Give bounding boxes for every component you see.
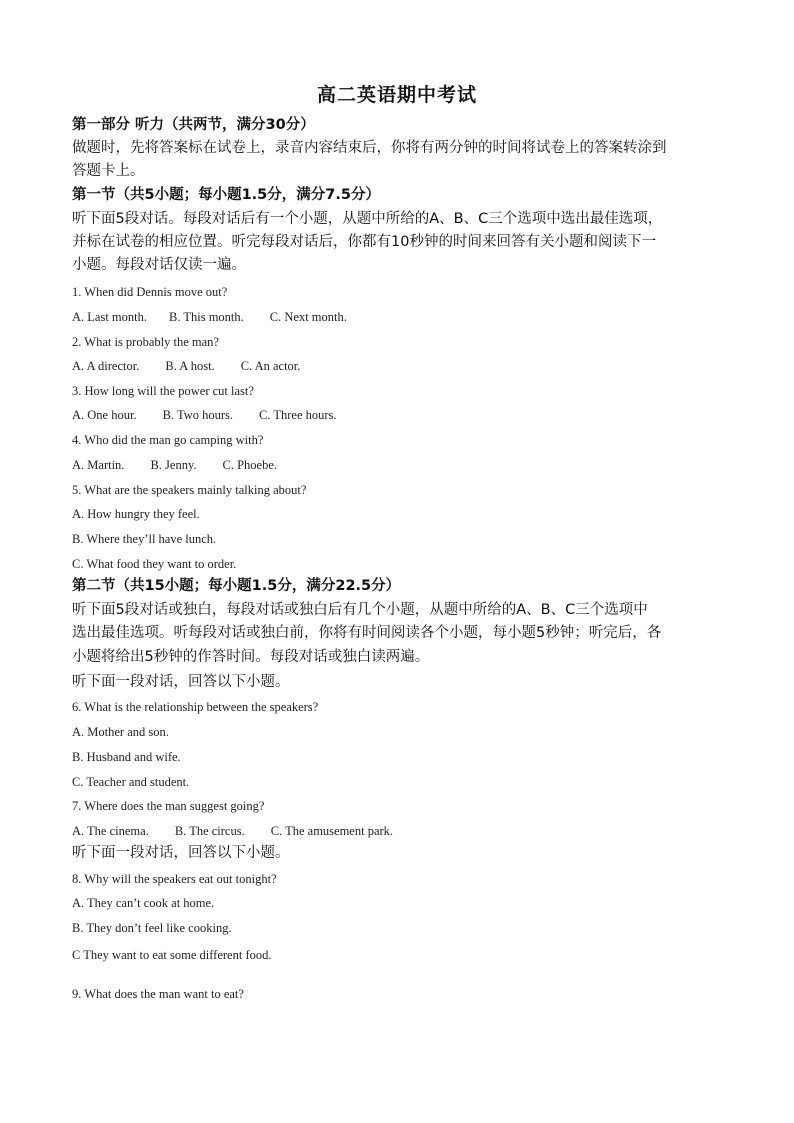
- options-row: [72, 357, 732, 375]
- option: A. Last month.: [72, 310, 147, 324]
- listening-instruction: 听下面一段对话，回答以下小题。: [72, 674, 290, 690]
- instruction-line: 并标在试卷的相应位置。听完每段对话后，你都有10秒钟的时间来回答有关小题和阅读下一: [72, 234, 656, 250]
- option: B. This month.: [169, 310, 244, 324]
- option: C. Next month.: [269, 310, 347, 324]
- options-row: [72, 308, 732, 326]
- question: 4. Who did the man go camping with?: [72, 433, 264, 447]
- options-row: [72, 456, 732, 474]
- option: A. The cinema.: [72, 824, 149, 838]
- option: A. One hour.: [72, 408, 137, 422]
- section1-heading: 第一节（共5小题；每小题1.5分，满分7.5分）: [72, 187, 380, 203]
- option: B. The circus.: [174, 824, 245, 838]
- section2-heading: 第二节（共15小题；每小题1.5分，满分22.5分）: [72, 578, 401, 594]
- option: A. Martin.: [72, 458, 125, 472]
- option: B. A host.: [165, 359, 215, 373]
- option: C. Teacher and student.: [72, 775, 190, 789]
- instruction-line: 小题将给出5秒钟的作答时间。每段对话或独白读两遍。: [72, 649, 430, 665]
- question: 1. When did Dennis move out?: [72, 285, 228, 299]
- option: C. The amusement park.: [270, 824, 394, 838]
- instruction-line: 选出最佳选项。听每段对话或独白前，你将有时间阅读各个小题，每小题5秒钟；听完后，各: [72, 625, 662, 641]
- instruction-line: 听下面5段对话。每段对话后有一个小题，从题中所给的A、B、C三个选项中选出最佳选项，: [72, 211, 663, 227]
- option: B. Jenny.: [150, 458, 197, 472]
- instruction-line: 听下面5段对话或独白，每段对话或独白后有几个小题，从题中所给的A、B、C三个选项中: [72, 602, 648, 618]
- listening-instruction: 听下面一段对话，回答以下小题。: [72, 845, 290, 861]
- instruction-line: 答题卡上。: [72, 163, 145, 179]
- option: B. Husband and wife.: [72, 750, 181, 764]
- options-row: [72, 406, 732, 424]
- option: C. Three hours.: [259, 408, 337, 422]
- question: 2. What is probably the man?: [72, 335, 219, 349]
- option: C. What food they want to order.: [72, 557, 237, 571]
- option: B. Two hours.: [162, 408, 234, 422]
- option: B. They don’t feel like cooking.: [72, 921, 232, 935]
- option: B. Where they’ll have lunch.: [72, 532, 217, 546]
- option: C. An actor.: [240, 359, 301, 373]
- option: A. A director.: [72, 359, 140, 373]
- instruction-line: 小题。每段对话仅读一遍。: [72, 257, 246, 273]
- question: 3. How long will the power cut last?: [72, 384, 254, 398]
- options-row: [72, 822, 732, 840]
- question: 7. Where does the man suggest going?: [72, 799, 265, 813]
- part1-heading: 第一部分 听力（共两节，满分30分）: [72, 117, 315, 133]
- option: A. Mother and son.: [72, 725, 169, 739]
- question: 8. Why will the speakers eat out tonight?: [72, 872, 277, 886]
- page-title: 高二英语期中考试: [316, 84, 477, 106]
- question: 5. What are the speakers mainly talking about?: [72, 483, 307, 497]
- option: A. How hungry they feel.: [72, 507, 200, 521]
- option: C They want to eat some different food.: [72, 948, 272, 962]
- option: C. Phoebe.: [222, 458, 278, 472]
- question: 6. What is the relationship between the speakers?: [72, 700, 319, 714]
- option: A. They can’t cook at home.: [72, 896, 215, 910]
- instruction-line: 做题时，先将答案标在试卷上，录音内容结束后，你将有两分钟的时间将试卷上的答案转涂到: [72, 140, 667, 156]
- question: 9. What does the man want to eat?: [72, 987, 244, 1001]
